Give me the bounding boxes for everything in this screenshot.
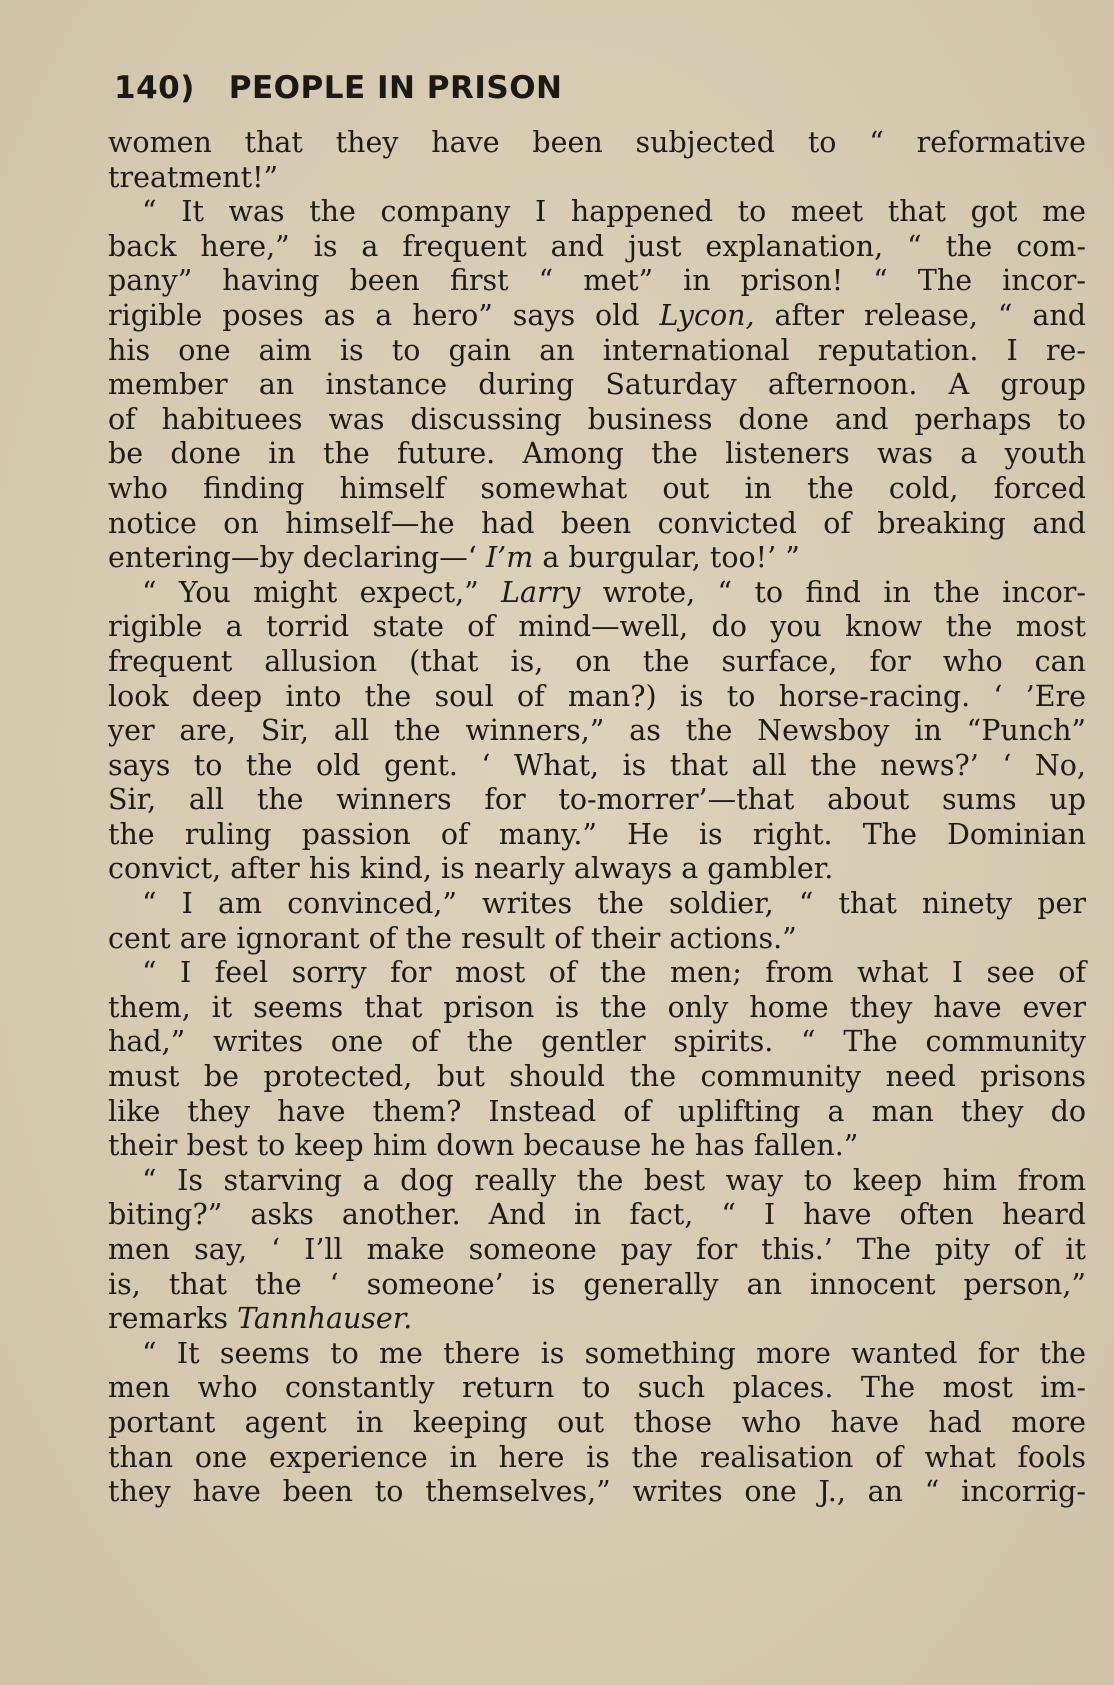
- text-run: convict, after his kind, is nearly always a gambler.: [108, 852, 834, 886]
- text-run: be done in the future. Among the listeners was a youth: [108, 437, 1086, 471]
- text-line: [108, 1025, 1086, 1060]
- text-line: [108, 576, 1086, 611]
- text-line: [108, 1337, 1086, 1372]
- text-run: their best to keep him down because he has fallen.”: [108, 1129, 859, 1163]
- text-run: women that they have been subjected to “ reformative: [108, 126, 1086, 159]
- text-line: [108, 645, 1086, 680]
- text-run: rigible poses as a hero” says old: [108, 298, 660, 332]
- text-line: [108, 818, 1086, 853]
- text-run: of habituees was discussing business done and perhaps to: [108, 402, 1086, 436]
- text-line: [108, 195, 1086, 230]
- text-line: [108, 1060, 1086, 1095]
- text-line: [108, 403, 1086, 438]
- text-run: biting?” asks another. And in fact, “ I have often heard: [108, 1198, 1086, 1232]
- page-number: 140): [114, 70, 195, 106]
- text-line: [108, 1475, 1086, 1510]
- text-line: [108, 680, 1086, 715]
- text-run: pany” having been first “ met” in prison! “ The incor-: [108, 264, 1086, 298]
- text-run: had,” writes one of the gentler spirits. “ The community: [108, 1025, 1086, 1059]
- text-line: [108, 126, 1086, 161]
- text-line: [108, 541, 1086, 576]
- text-line: [108, 1371, 1086, 1406]
- text-line: [108, 783, 1086, 818]
- text-run: rigible a torrid state of mind—well, do you know the most: [108, 610, 1086, 644]
- body-text: [108, 126, 1086, 1510]
- running-header: [114, 70, 563, 106]
- text-run: treatment!”: [108, 160, 279, 194]
- text-run: than one experience in here is the realisation of what fools: [108, 1440, 1086, 1474]
- text-line: [108, 1268, 1086, 1303]
- text-line: [108, 437, 1086, 472]
- text-line: [108, 852, 1086, 887]
- text-line: [108, 1302, 1086, 1337]
- text-run: Sir, all the winners for to-morrer’—that about sums up: [108, 783, 1086, 817]
- text-run: men who constantly return to such places. The most im-: [108, 1371, 1086, 1405]
- text-line: [108, 299, 1086, 334]
- text-line: [108, 1164, 1086, 1199]
- text-run: men say, ‘ I’ll make someone pay for this.’ The pity of it: [108, 1233, 1086, 1266]
- text-run: a burgular, too!’ ”: [533, 541, 800, 575]
- text-line: [108, 230, 1086, 265]
- text-line: [108, 368, 1086, 403]
- text-line: [108, 1233, 1086, 1268]
- text-run: “ It was the company I happened to meet that got me: [142, 195, 1086, 229]
- italic-text: I’m: [485, 541, 534, 575]
- text-run: the ruling passion of many.” He is right. The Dominian: [108, 817, 1086, 851]
- text-run: frequent allusion (that is, on the surface, for who can: [108, 644, 1086, 678]
- running-title: PEOPLE IN PRISON: [228, 70, 563, 106]
- italic-text: Larry: [501, 575, 581, 609]
- text-line: [108, 610, 1086, 645]
- text-run: portant agent in keeping out those who have had more: [108, 1405, 1086, 1439]
- text-run: says to the old gent. ‘ What, is that all the news?’ ‘ No,: [108, 748, 1086, 782]
- text-run: is, that the ‘ someone’ is generally an innocent person,”: [108, 1267, 1086, 1301]
- text-run: cent are ignorant of the result of their actions.”: [108, 921, 797, 955]
- text-run: notice on himself—he had been convicted of breaking and: [108, 506, 1086, 540]
- text-line: [108, 1406, 1086, 1441]
- text-line: [108, 472, 1086, 507]
- text-run: “ I feel sorry for most of the men; from what I see of: [142, 956, 1086, 990]
- text-line: [108, 161, 1086, 196]
- text-run: entering—by declaring—‘: [108, 541, 486, 575]
- text-run: look deep into the soul of man?) is to horse-racing. ‘ ’Ere: [108, 679, 1086, 713]
- text-line: [108, 714, 1086, 749]
- text-line: [108, 1129, 1086, 1164]
- text-line: [108, 334, 1086, 369]
- text-run: his one aim is to gain an international reputation. I re-: [108, 333, 1086, 367]
- text-line: [108, 991, 1086, 1026]
- text-run: remarks: [108, 1302, 238, 1336]
- text-line: [108, 922, 1086, 957]
- text-run: must be protected, but should the community need prisons: [108, 1060, 1086, 1094]
- text-run: “ Is starving a dog really the best way to keep him from: [142, 1163, 1086, 1197]
- text-run: “ It seems to me there is something more wanted for the: [142, 1336, 1086, 1370]
- text-run: who finding himself somewhat out in the cold, forced: [108, 471, 1086, 505]
- text-run: “ You might expect,”: [142, 575, 502, 609]
- text-run: like they have them? Instead of uplifting a man they do: [108, 1094, 1086, 1128]
- text-line: [108, 887, 1086, 922]
- text-line: [108, 956, 1086, 991]
- text-line: [108, 749, 1086, 784]
- text-line: [108, 507, 1086, 542]
- text-run: back here,” is a frequent and just explanation, “ the com-: [108, 229, 1086, 263]
- text-line: [108, 264, 1086, 299]
- italic-text: Lycon,: [659, 298, 755, 332]
- text-run: yer are, Sir, all the winners,” as the Newsboy in “Punch”: [108, 714, 1086, 748]
- text-run: them, it seems that prison is the only home they have ever: [108, 990, 1086, 1024]
- text-run: member an instance during Saturday afternoon. A group: [108, 368, 1086, 402]
- italic-text: Tannhauser.: [237, 1302, 413, 1336]
- text-run: “ I am convinced,” writes the soldier, “ that ninety per: [142, 887, 1086, 921]
- text-line: [108, 1095, 1086, 1130]
- text-run: after release, “ and: [754, 298, 1086, 332]
- text-line: [108, 1441, 1086, 1476]
- text-run: wrote, “ to find in the incor-: [580, 575, 1086, 609]
- text-line: [108, 1198, 1086, 1233]
- text-run: they have been to themselves,” writes one J., an “ incorrig-: [108, 1475, 1086, 1509]
